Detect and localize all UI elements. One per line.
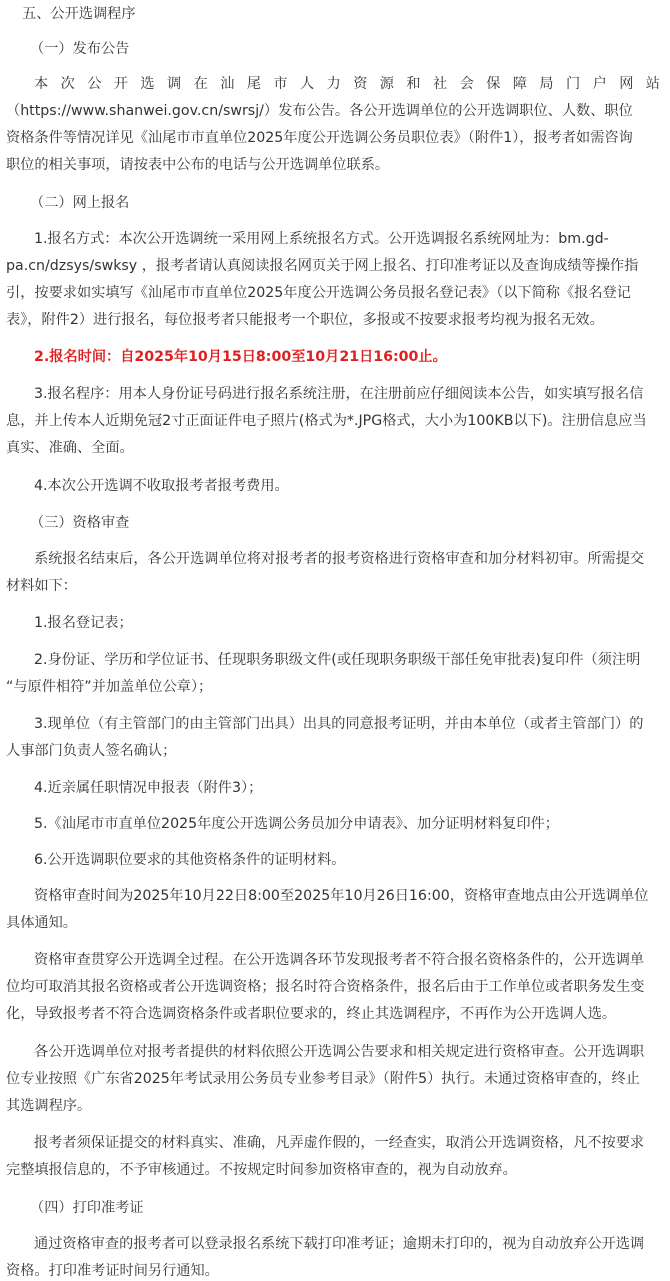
registration-time-number: 2. xyxy=(34,349,50,365)
paragraph-line: 资格审查贯穿公开选调全过程。在公开选调各环节发现报考者不符合报名资格条件的，公开选调单 xyxy=(34,952,645,968)
paragraph-line: 职位的相关事项，请按表中公布的电话与公开选调单位联系。 xyxy=(6,157,390,173)
paragraph-line: 位均可取消其报名资格或者公开选调资格；报名时符合资格条件，报名后由于工作单位或者职务发生变 xyxy=(6,979,645,995)
paragraph-line: 资格审查时间为2025年10月22日8:00至2025年10月26日16:00，资格审查地点由公开选调单位 xyxy=(34,888,649,904)
paragraph-line: 息，并上传本人近期免冠2寸正面证件电子照片(格式为*.JPG格式，大小为100KB以下)。注册信息应当 xyxy=(6,413,647,429)
paragraph-line: 材料如下： xyxy=(6,578,77,594)
registration-time xyxy=(34,347,447,367)
paragraph-line: 真实、准确、全面。 xyxy=(6,440,134,456)
paragraph-line: 4.本次公开选调不收取报考者报考费用。 xyxy=(34,478,289,494)
material-item: “与原件相符”并加盖单位公章）； xyxy=(6,679,213,695)
paragraph-line: 完整填报信息的，不予审核通过。不按规定时间参加资格审查的，视为自动放弃。 xyxy=(6,1162,517,1178)
paragraph-line: 位专业按照《广东省2025年考试录用公务员专业参考目录》（附件5）执行。未通过资格审查的，终止 xyxy=(6,1071,640,1087)
material-item: 2.身份证、学历和学位证书、任现职务职级文件(或任现职务职级干部任免审批表)复印件（须注明 xyxy=(34,652,641,668)
paragraph-line: 报考者须保证提交的材料真实、准确，凡弄虚作假的，一经查实，取消公开选调资格，凡不按要求 xyxy=(34,1135,645,1151)
paragraph-line: （https://www.shanwei.gov.cn/swrsj/）发布公告。各公开选调单位的公开选调职位、人数、职位 xyxy=(6,103,633,119)
paragraph-line: 具体通知。 xyxy=(6,915,77,931)
paragraph-line: 本次公开选调在汕尾市人力资源和社会保障局门户网站 xyxy=(34,76,660,92)
subsection-heading-qualification: （三）资格审查 xyxy=(30,515,130,531)
paragraph-line: 通过资格审查的报考者可以登录报名系统下载打印准考证；逾期未打印的，视为自动放弃公开选调 xyxy=(34,1236,645,1252)
subsection-heading-registration: （二）网上报名 xyxy=(30,195,130,211)
paragraph-line: 其选调程序。 xyxy=(6,1098,92,1114)
material-item: 人事部门负责人签名确认； xyxy=(6,743,177,759)
material-item: 4.近亲属任职情况申报表（附件3）； xyxy=(34,780,263,796)
paragraph-line: 3.报名程序：用本人身份证号码进行报名系统注册，在注册前应仔细阅读本公告，如实填写报名信 xyxy=(34,386,644,402)
section-title: 五、公开选调程序 xyxy=(22,6,136,22)
paragraph-line: 资格。打印准考证时间另行通知。 xyxy=(6,1263,219,1279)
material-item: 1.报名登记表； xyxy=(34,615,133,631)
paragraph-line: 1.报名方式：本次公开选调统一采用网上系统报名方式。公开选调报名系统网址为：bm.gd- xyxy=(34,231,609,247)
paragraph-line: 引，按要求如实填写《汕尾市市直单位2025年度公开选调公务员报名登记表》（以下简称《报名登记 xyxy=(6,285,631,301)
paragraph-line: 各公开选调单位对报考者提供的材料依照公开选调公告要求和相关规定进行资格审查。公开选调职 xyxy=(34,1044,645,1060)
subsection-heading-admission-ticket: （四）打印准考证 xyxy=(30,1200,144,1216)
material-item: 6.公开选调职位要求的其他资格条件的证明材料。 xyxy=(34,852,346,868)
material-item: 3.现单位（有主管部门的由主管部门出具）出具的同意报考证明，并由本单位（或者主管部门）的 xyxy=(34,716,644,732)
material-item: 5.《汕尾市市直单位2025年度公开选调公务员加分申请表》、加分证明材料复印件； xyxy=(34,816,559,832)
paragraph-line: pa.cn/dzsys/swksy ，报考者请认真阅读报名网页关于网上报名、打印准考证以及查询成绩等操作指 xyxy=(6,258,639,274)
paragraph-line: 系统报名结束后，各公开选调单位将对报考者的报考资格进行资格审查和加分材料初审。所需提交 xyxy=(34,551,645,567)
paragraph-line: 化，导致报考者不符合选调资格条件或者职位要求的，终止其选调程序，不再作为公开选调人选。 xyxy=(6,1006,617,1022)
paragraph-line: 表》，附件2）进行报名，每位报考者只能报考一个职位，多报或不按要求报考均视为报名无效。 xyxy=(6,312,604,328)
registration-time-text: 报名时间：自2025年10月15日8:00至10月21日16:00止。 xyxy=(49,349,447,365)
subsection-heading-announcement: （一）发布公告 xyxy=(30,41,130,57)
paragraph-line: 资格条件等情况详见《汕尾市市直单位2025年度公开选调公务员职位表》（附件1），报考者如需咨询 xyxy=(6,130,633,146)
